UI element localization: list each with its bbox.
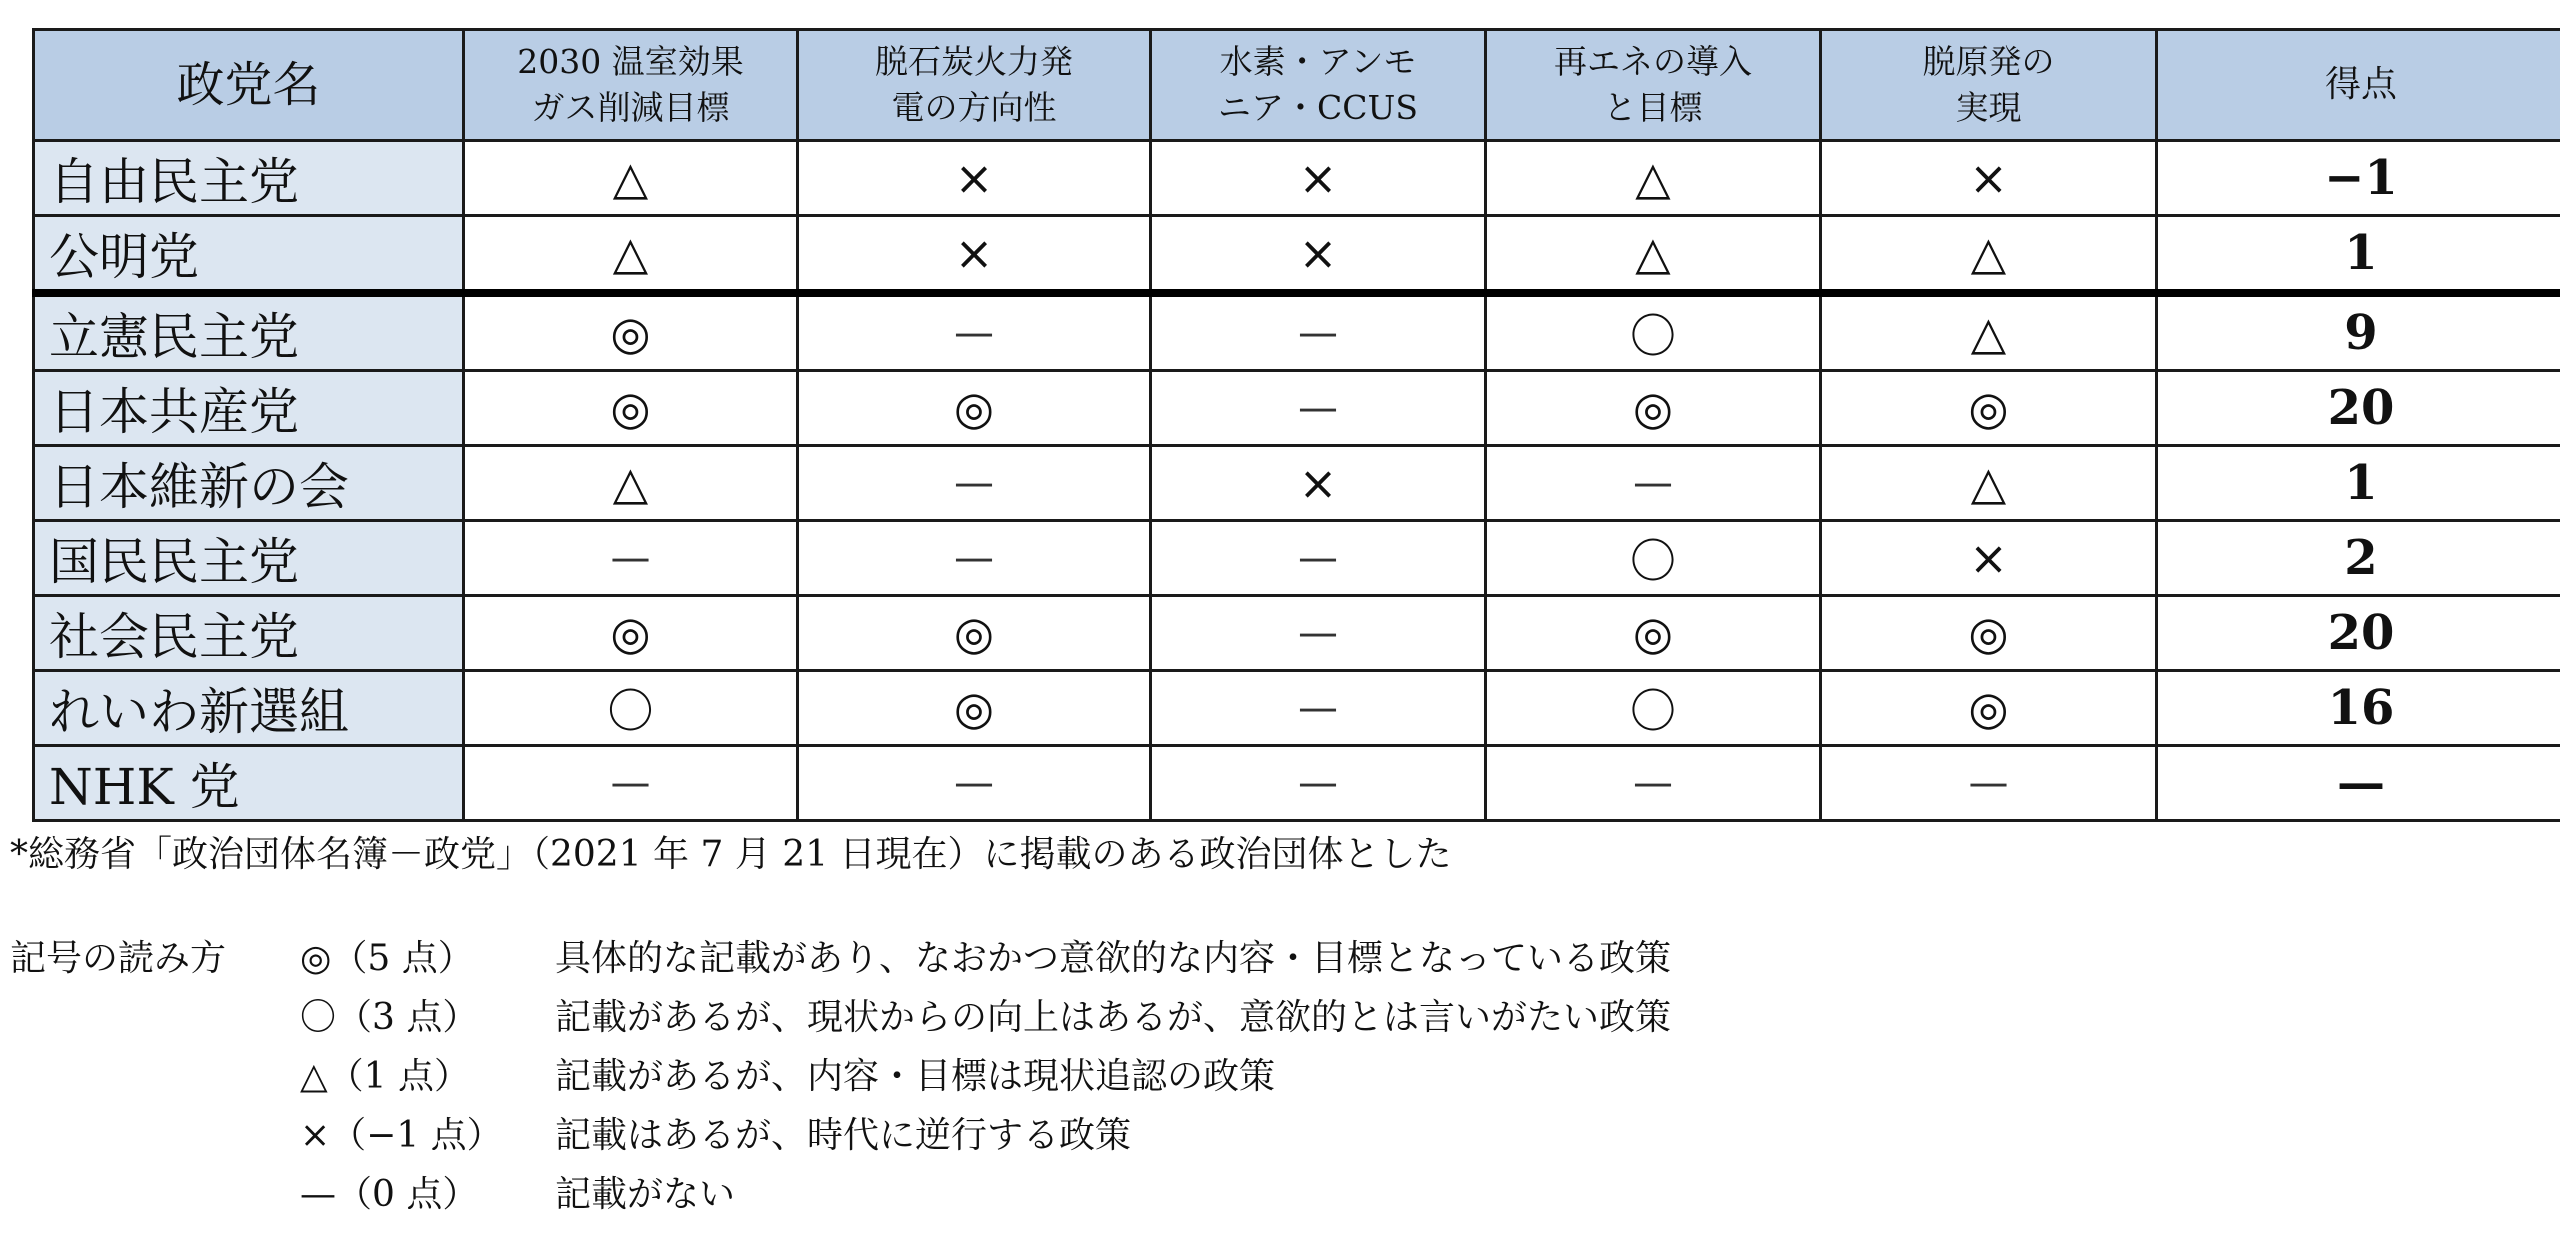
table-row	[34, 746, 2560, 821]
score-cell: 20	[2157, 371, 2560, 446]
party-name-cell: 社会民主党	[34, 596, 464, 671]
coal-phaseout-rating-cell: ◎	[798, 671, 1151, 746]
party-name-cell: れいわ新選組	[34, 671, 464, 746]
legend-row	[10, 1103, 1671, 1162]
table-header-row	[34, 30, 2560, 141]
hydrogen-ccus-rating-cell: —	[1151, 596, 1486, 671]
score-cell: 1	[2157, 216, 2560, 294]
renewables-rating-cell: △	[1486, 141, 1821, 216]
score-cell: −1	[2157, 141, 2560, 216]
nuclear-phaseout-rating-cell: ◎	[1821, 596, 2157, 671]
header-hydrogen-ccus: 水素・アンモ ニア・CCUS	[1151, 30, 1486, 141]
legend-symbol: ×（−1 点）	[300, 1115, 503, 1156]
legend-symbol: —（0 点）	[300, 1174, 479, 1215]
legend-symbol: 〇（3 点）	[300, 997, 479, 1038]
score-cell: 16	[2157, 671, 2560, 746]
nuclear-phaseout-rating-cell: △	[1821, 293, 2157, 371]
renewables-rating-cell: —	[1486, 446, 1821, 521]
nuclear-phaseout-rating-cell: ◎	[1821, 371, 2157, 446]
score-cell: 2	[2157, 521, 2560, 596]
coal-phaseout-rating-cell: —	[798, 446, 1151, 521]
legend-symbol: ◎（5 点）	[300, 938, 474, 979]
ghg-target-rating-cell: △	[464, 216, 798, 294]
header-ghg-target: 2030 温室効果 ガス削減目標	[464, 30, 798, 141]
table-row	[34, 216, 2560, 294]
legend-description: 具体的な記載があり、なおかつ意欲的な内容・目標となっている政策	[555, 938, 1672, 979]
nuclear-phaseout-rating-cell: ×	[1821, 521, 2157, 596]
table-row	[34, 521, 2560, 596]
renewables-rating-cell: △	[1486, 216, 1821, 294]
ghg-target-rating-cell: ◎	[464, 596, 798, 671]
party-name-cell: 日本維新の会	[34, 446, 464, 521]
coal-phaseout-rating-cell: —	[798, 746, 1151, 821]
nuclear-phaseout-rating-cell: △	[1821, 216, 2157, 294]
ghg-target-rating-cell: ◎	[464, 371, 798, 446]
coal-phaseout-rating-cell: ◎	[798, 596, 1151, 671]
table-row	[34, 446, 2560, 521]
party-name-cell: 立憲民主党	[34, 293, 464, 371]
header-coal-phaseout: 脱石炭火力発 電の方向性	[798, 30, 1151, 141]
table-row	[34, 596, 2560, 671]
renewables-rating-cell: ◎	[1486, 596, 1821, 671]
hydrogen-ccus-rating-cell: —	[1151, 746, 1486, 821]
hydrogen-ccus-rating-cell: ×	[1151, 446, 1486, 521]
legend-row	[10, 1044, 1671, 1103]
renewables-rating-cell: —	[1486, 746, 1821, 821]
coal-phaseout-rating-cell: ×	[798, 141, 1151, 216]
hydrogen-ccus-rating-cell: ×	[1151, 216, 1486, 294]
coal-phaseout-rating-cell: —	[798, 293, 1151, 371]
legend-row	[10, 926, 1671, 985]
party-name-cell: NHK 党	[34, 746, 464, 821]
coal-phaseout-rating-cell: ◎	[798, 371, 1151, 446]
score-cell: 20	[2157, 596, 2560, 671]
nuclear-phaseout-rating-cell: —	[1821, 746, 2157, 821]
legend-symbol: △（1 点）	[300, 1056, 471, 1097]
nuclear-phaseout-rating-cell: ◎	[1821, 671, 2157, 746]
renewables-rating-cell: 〇	[1486, 521, 1821, 596]
symbol-legend	[10, 926, 1671, 1221]
footnote: *総務省「政治団体名簿－政党」（2021 年 7 月 21 日現在）に掲載のある政治団体とした	[10, 834, 1452, 875]
legend-row	[10, 1162, 1671, 1221]
renewables-rating-cell: 〇	[1486, 671, 1821, 746]
legend-description: 記載がない	[555, 1174, 736, 1215]
party-name-cell: 公明党	[34, 216, 464, 294]
party-name-cell: 日本共産党	[34, 371, 464, 446]
score-cell: —	[2157, 746, 2560, 821]
header-party: 政党名	[34, 30, 464, 141]
score-cell: 1	[2157, 446, 2560, 521]
nuclear-phaseout-rating-cell: ×	[1821, 141, 2157, 216]
header-score: 得点	[2157, 30, 2560, 141]
legend-description: 記載はあるが、時代に逆行する政策	[555, 1115, 1132, 1156]
table-body	[34, 141, 2560, 821]
table-row	[34, 371, 2560, 446]
legend-description: 記載があるが、現状からの向上はあるが、意欲的とは言いがたい政策	[555, 997, 1672, 1038]
renewables-rating-cell: 〇	[1486, 293, 1821, 371]
hydrogen-ccus-rating-cell: —	[1151, 293, 1486, 371]
party-name-cell: 自由民主党	[34, 141, 464, 216]
coal-phaseout-rating-cell: —	[798, 521, 1151, 596]
ghg-target-rating-cell: —	[464, 746, 798, 821]
renewables-rating-cell: ◎	[1486, 371, 1821, 446]
table-row	[34, 671, 2560, 746]
ghg-target-rating-cell: △	[464, 446, 798, 521]
table-row	[34, 141, 2560, 216]
table-row	[34, 293, 2560, 371]
hydrogen-ccus-rating-cell: ×	[1151, 141, 1486, 216]
policy-score-table	[32, 28, 2560, 822]
legend-title: 記号の読み方	[10, 938, 227, 979]
legend-row	[10, 985, 1671, 1044]
hydrogen-ccus-rating-cell: —	[1151, 521, 1486, 596]
ghg-target-rating-cell: ◎	[464, 293, 798, 371]
coal-phaseout-rating-cell: ×	[798, 216, 1151, 294]
header-nuclear-phaseout: 脱原発の 実現	[1821, 30, 2157, 141]
hydrogen-ccus-rating-cell: —	[1151, 671, 1486, 746]
party-name-cell: 国民民主党	[34, 521, 464, 596]
ghg-target-rating-cell: △	[464, 141, 798, 216]
score-cell: 9	[2157, 293, 2560, 371]
ghg-target-rating-cell: —	[464, 521, 798, 596]
ghg-target-rating-cell: 〇	[464, 671, 798, 746]
header-renewables: 再エネの導入 と目標	[1486, 30, 1821, 141]
nuclear-phaseout-rating-cell: △	[1821, 446, 2157, 521]
hydrogen-ccus-rating-cell: —	[1151, 371, 1486, 446]
legend-description: 記載があるが、内容・目標は現状追認の政策	[555, 1056, 1276, 1097]
